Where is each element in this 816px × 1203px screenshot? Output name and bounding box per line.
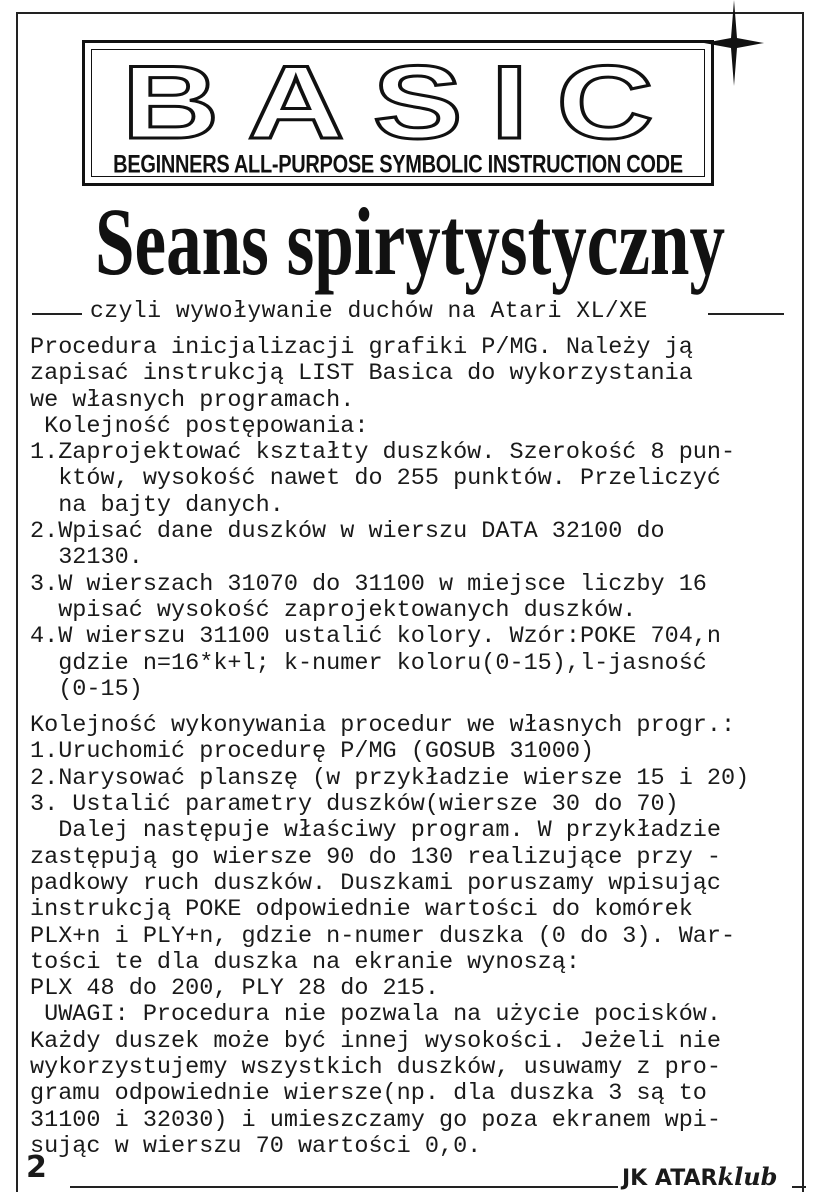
body-line: Każdy duszek może być innej wysokości. Jeżeli nie [30,1027,722,1055]
body-line: gdzie n=16*k+l; k-numer koloru(0-15),l-jasność [30,649,707,677]
body-line: Kolejność postępowania: [30,412,369,440]
body-line: 2.Wpisać dane duszków w wierszu DATA 32100 do [30,518,665,546]
basic-subtitle: BEGINNERS ALL-PURPOSE SYMBOLIC INSTRUCTION CODE [113,151,683,179]
basic-logo [82,40,714,186]
body-line: 3. Ustalić parametry duszków(wiersze 30 do 70) [30,791,679,819]
basic-word: BASIC [122,50,682,150]
body-line: Dalej następuje właściwy program. W przykładzie [30,817,722,845]
body-line: instrukcją POKE odpowiednie wartości do komórek [30,896,693,924]
article-title-text: Seans spirytystyczny [95,188,725,295]
page-number: 2 [26,1150,47,1185]
body-line: gramu odpowiednie wiersze(np. dla duszka 3 są to [30,1080,707,1108]
article-subtitle-row [32,298,784,328]
body-line: 4.W wierszu 31100 ustalić kolory. Wzór:POKE 704,n [30,623,722,651]
body-line: UWAGI: Procedura nie pozwala na użycie pocisków. [30,1001,722,1029]
body-line: padkowy ruch duszków. Duszkami poruszamy wpisując [30,869,722,897]
body-line: (0-15) [30,675,143,703]
basic-word-outline [92,50,712,150]
body-line: zastępują go wiersze 90 do 130 realizujące przy - [30,843,722,871]
subtitle-rule-right [708,313,784,315]
body-line: we własnych programach. [30,386,355,414]
body-line: 1.Zaprojektować kształty duszków. Szerokość 8 pun- [30,439,736,467]
club-logo-prefix: JK ATAR [622,1166,718,1191]
body-line: 32130. [30,544,143,572]
body-line: wpisać wysokość zaprojektowanych duszków. [30,596,637,624]
body-line: wykorzystujemy wszystkich duszków, usuwamy z pro- [30,1054,722,1082]
article-subtitle: czyli wywoływanie duchów na Atari XL/XE [90,298,648,324]
body-line: 31100 i 32030) i umieszczamy go poza ekranem wpi- [30,1106,722,1134]
subtitle-rule-left [32,313,82,315]
body-line: 2.Narysować planszę (w przykładzie wiersze 15 i 20) [30,764,750,792]
body-line: Kolejność wykonywania procedur we własnych progr.: [30,712,736,740]
body-line: na bajty danych. [30,491,284,519]
body-line: PLX+n i PLY+n, gdzie n-numer duszka (0 do 3). War- [30,922,736,950]
body-line: Procedura inicjalizacji grafiki P/MG. Należy ją [30,334,693,361]
body-line: sując w wierszu 70 wartości 0,0. [30,1132,482,1160]
body-line: 3.W wierszach 31070 do 31100 w miejsce liczby 16 [30,570,707,598]
club-logo [622,1162,777,1191]
footer-rule-end [792,1186,806,1188]
footer-rule [70,1186,618,1188]
body-line: 1.Uruchomić procedurę P/MG (GOSUB 31000) [30,738,595,766]
body-line: PLX 48 do 200, PLY 28 do 215. [30,975,439,1003]
article-title [90,178,730,298]
body-line: któw, wysokość nawet do 255 punktów. Przeliczyć [30,465,722,493]
club-logo-suffix: klub [717,1162,778,1191]
body-line: tości te dla duszka na ekranie wynoszą: [30,948,580,976]
article-body [30,335,800,1160]
body-line: zapisać instrukcją LIST Basica do wykorzystania [30,360,693,388]
